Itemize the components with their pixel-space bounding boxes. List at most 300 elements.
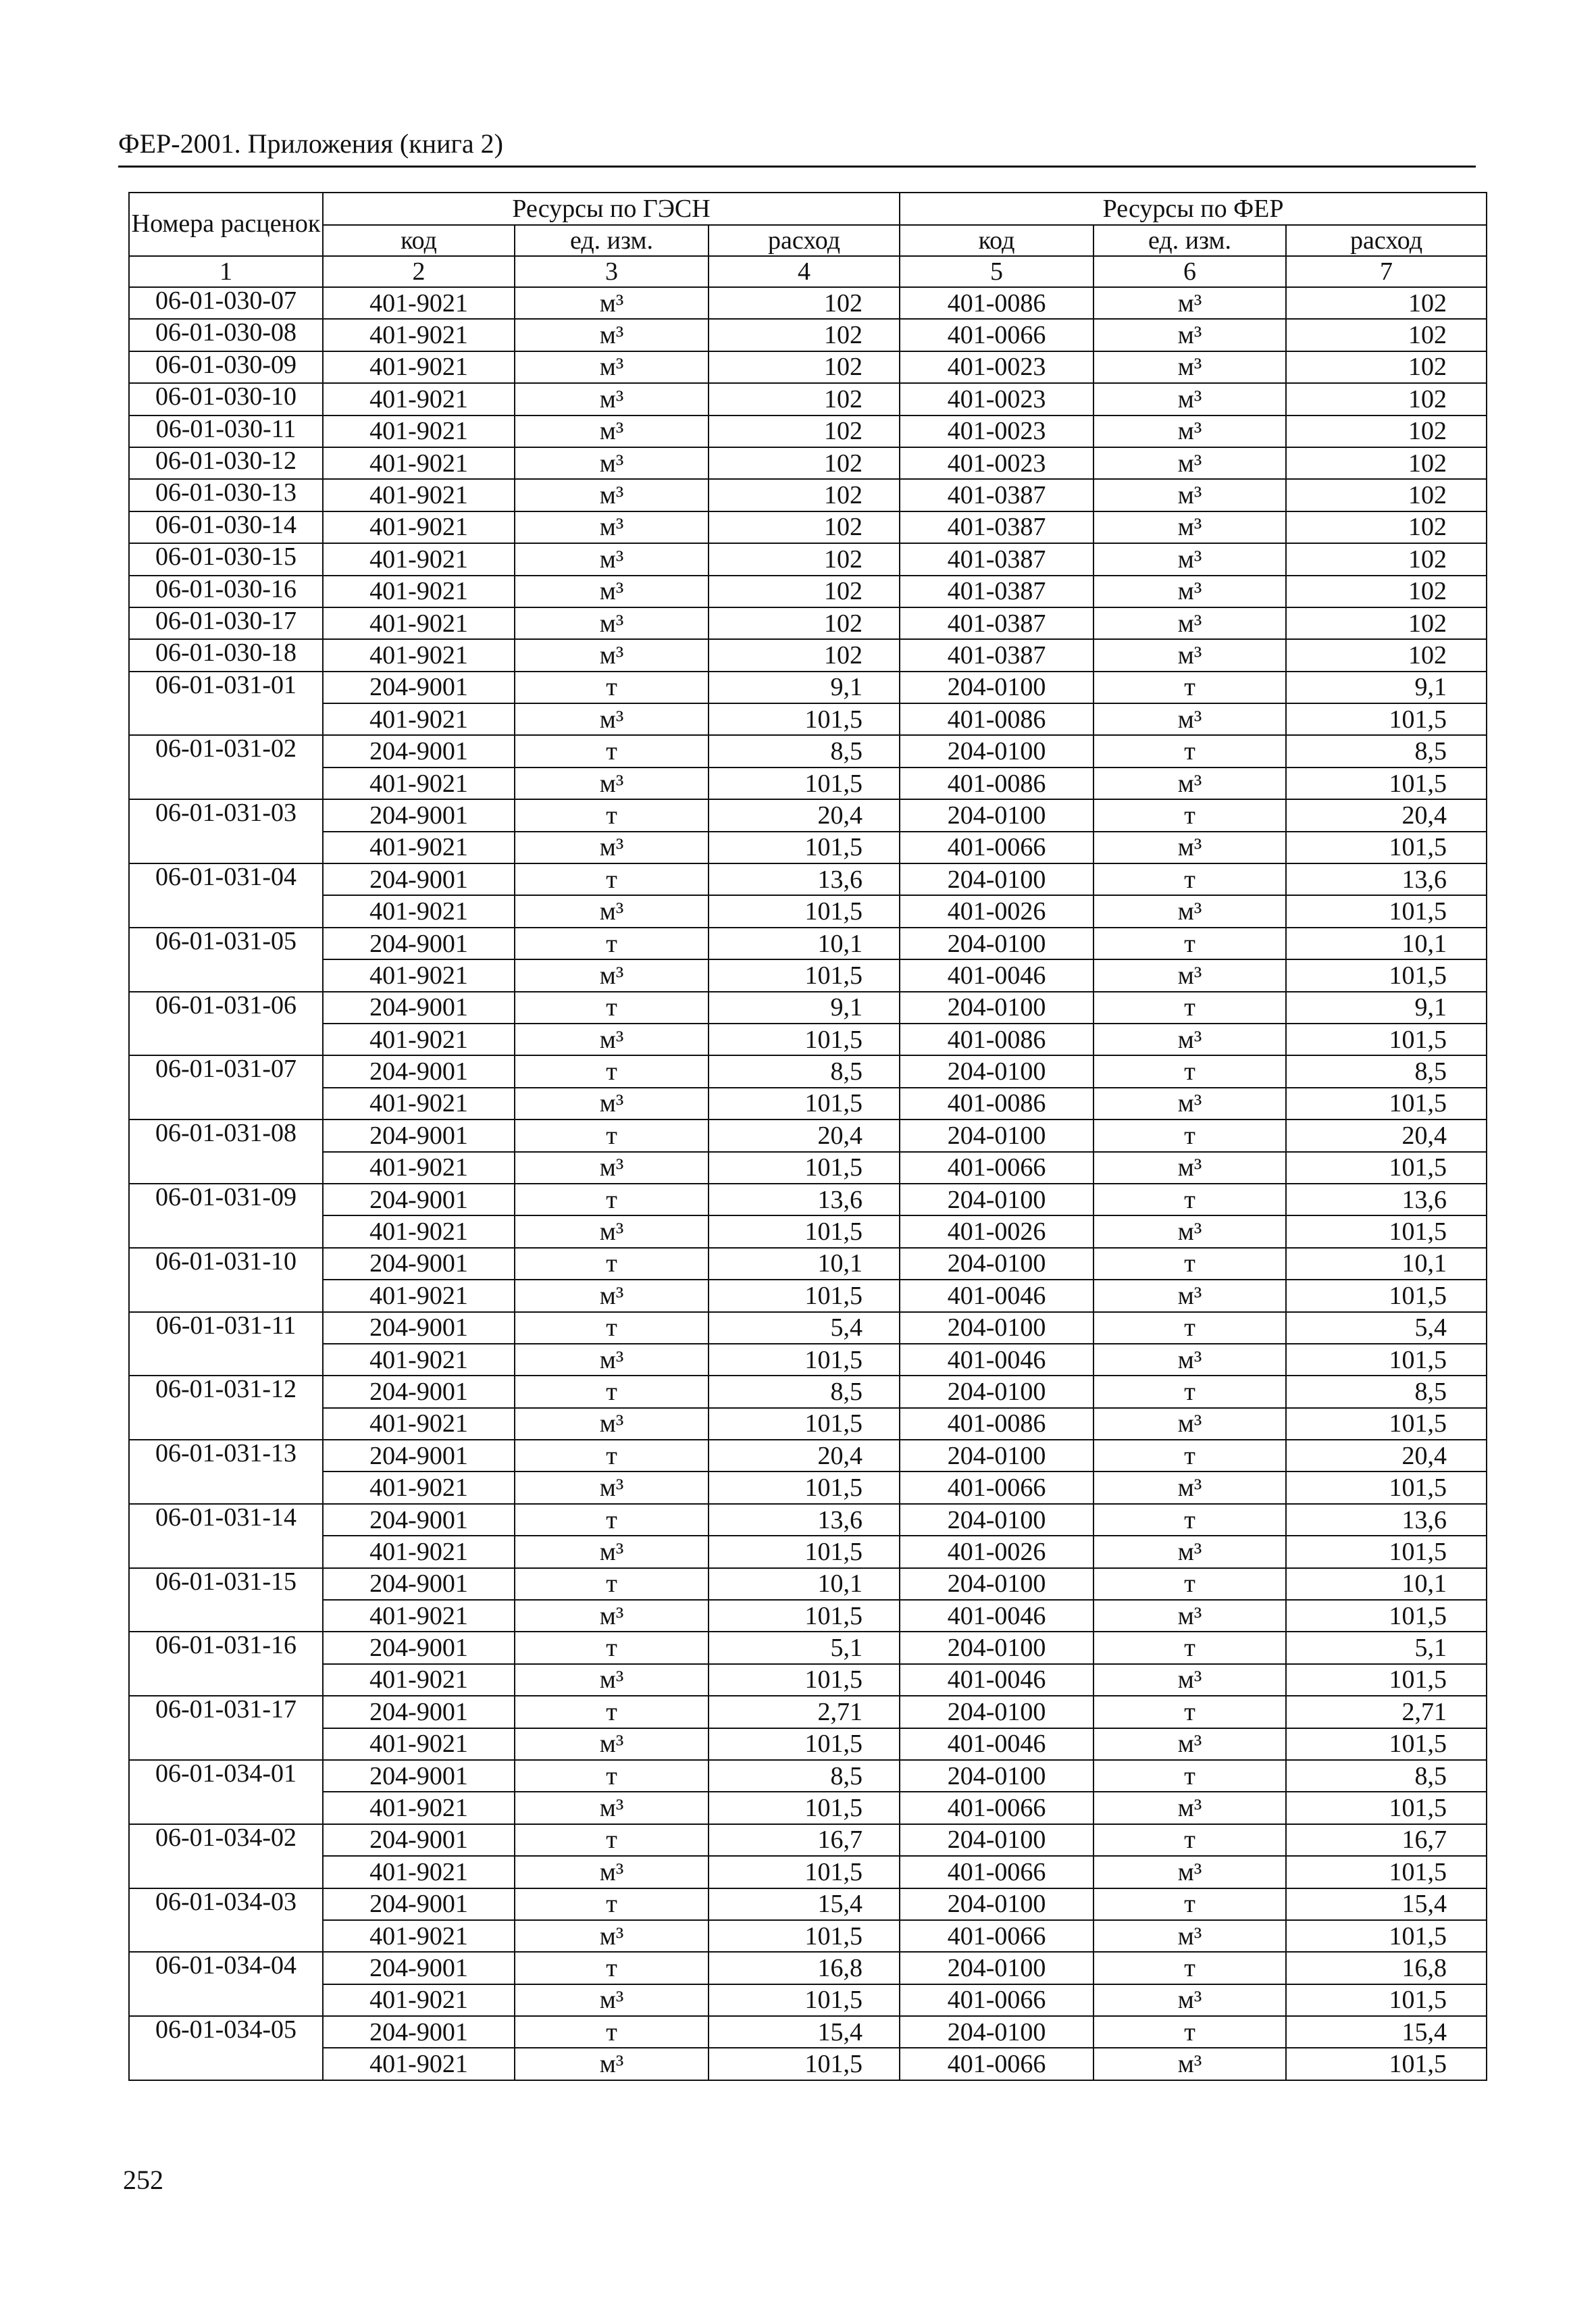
gesn-unit-cell: т [515, 1055, 709, 1087]
table-row [129, 1696, 1487, 1728]
fer-code-cell: 401-0026 [900, 1536, 1093, 1567]
gesn-unit-cell: м³ [515, 607, 709, 639]
gesn-code-cell: 401-9021 [323, 1984, 515, 2016]
gesn-qty-cell: 16,7 [709, 1824, 900, 1856]
gesn-qty-cell: 10,1 [709, 1248, 900, 1280]
fer-code-cell: 204-0100 [900, 1696, 1093, 1728]
fer-code-cell: 401-0066 [900, 1856, 1093, 1888]
table-row [129, 735, 1487, 767]
gesn-unit-cell: м³ [515, 832, 709, 863]
fer-code-cell: 204-0100 [900, 735, 1093, 767]
fer-code-cell: 204-0100 [900, 1312, 1093, 1344]
rate-number-cell: 06-01-031-07 [129, 1055, 323, 1087]
fer-qty-cell: 13,6 [1286, 1504, 1487, 1536]
fer-qty-cell: 15,4 [1286, 1888, 1487, 1920]
gesn-unit-cell: м³ [515, 895, 709, 927]
header-gesn-resources: Ресурсы по ГЭСН [323, 193, 900, 225]
fer-qty-cell: 20,4 [1286, 1440, 1487, 1472]
gesn-unit-cell: м³ [515, 768, 709, 799]
fer-unit-cell: м³ [1093, 895, 1286, 927]
gesn-code-cell: 401-9021 [323, 511, 515, 543]
header-rule [118, 166, 1476, 168]
table-row [129, 1344, 1487, 1376]
fer-qty-cell: 102 [1286, 351, 1487, 383]
fer-unit-cell: м³ [1093, 1408, 1286, 1440]
gesn-qty-cell: 8,5 [709, 1376, 900, 1407]
fer-qty-cell: 101,5 [1286, 1920, 1487, 1952]
column-number: 7 [1286, 256, 1487, 287]
fer-unit-cell: м³ [1093, 1536, 1286, 1567]
fer-unit-cell: т [1093, 1696, 1286, 1728]
fer-qty-cell: 101,5 [1286, 1280, 1487, 1311]
table-row [129, 1440, 1487, 1472]
gesn-qty-cell: 10,1 [709, 1568, 900, 1600]
fer-code-cell: 401-0026 [900, 1215, 1093, 1247]
fer-qty-cell: 101,5 [1286, 1664, 1487, 1696]
gesn-unit-cell: м³ [515, 1920, 709, 1952]
gesn-unit-cell: м³ [515, 543, 709, 575]
rate-number-cell [129, 1792, 323, 1823]
gesn-qty-cell: 101,5 [709, 2048, 900, 2080]
fer-qty-cell: 5,1 [1286, 1632, 1487, 1663]
gesn-unit-cell: т [515, 1760, 709, 1792]
gesn-unit-cell: т [515, 2016, 709, 2048]
table-row [129, 672, 1487, 703]
table-row [129, 576, 1487, 607]
gesn-qty-cell: 102 [709, 351, 900, 383]
fer-code-cell: 401-0086 [900, 1088, 1093, 1120]
gesn-unit-cell: м³ [515, 1536, 709, 1567]
gesn-qty-cell: 102 [709, 511, 900, 543]
gesn-qty-cell: 102 [709, 543, 900, 575]
gesn-qty-cell: 13,6 [709, 1504, 900, 1536]
gesn-unit-cell: т [515, 1824, 709, 1856]
fer-unit-cell: т [1093, 2016, 1286, 2048]
table-row [129, 863, 1487, 895]
fer-code-cell: 204-0100 [900, 1248, 1093, 1280]
gesn-qty-cell: 101,5 [709, 1920, 900, 1952]
fer-qty-cell: 101,5 [1286, 1152, 1487, 1184]
gesn-qty-cell: 20,4 [709, 1440, 900, 1472]
gesn-code-cell: 401-9021 [323, 1024, 515, 1055]
rate-number-cell [129, 1472, 323, 1503]
table-row [129, 543, 1487, 575]
gesn-code-cell: 401-9021 [323, 1600, 515, 1632]
resources-table [128, 192, 1487, 2081]
rate-number-cell: 06-01-030-07 [129, 287, 323, 319]
rate-number-cell: 06-01-030-10 [129, 383, 323, 415]
column-number: 1 [129, 256, 323, 287]
rate-number-cell: 06-01-031-01 [129, 672, 323, 703]
rate-number-cell: 06-01-031-09 [129, 1184, 323, 1215]
gesn-unit-cell: м³ [515, 639, 709, 671]
fer-code-cell: 401-0023 [900, 447, 1093, 479]
fer-qty-cell: 15,4 [1286, 2016, 1487, 2048]
fer-unit-cell: м³ [1093, 1664, 1286, 1696]
rate-number-cell: 06-01-031-11 [129, 1312, 323, 1344]
fer-unit-cell: т [1093, 863, 1286, 895]
fer-unit-cell: м³ [1093, 1920, 1286, 1952]
fer-unit-cell: т [1093, 1312, 1286, 1344]
rate-number-cell [129, 1024, 323, 1055]
fer-code-cell: 401-0086 [900, 1024, 1093, 1055]
gesn-code-cell: 204-9001 [323, 672, 515, 703]
fer-code-cell: 401-0066 [900, 1472, 1093, 1503]
gesn-unit-cell: м³ [515, 1215, 709, 1247]
table-row [129, 1952, 1487, 1984]
gesn-qty-cell: 101,5 [709, 1664, 900, 1696]
header-gesn-unit: ед. изм. [515, 225, 709, 256]
table-row [129, 447, 1487, 479]
fer-qty-cell: 101,5 [1286, 959, 1487, 991]
table-row [129, 895, 1487, 927]
fer-unit-cell: м³ [1093, 1280, 1286, 1311]
fer-code-cell: 401-0066 [900, 2048, 1093, 2080]
fer-qty-cell: 101,5 [1286, 2048, 1487, 2080]
header-fer-resources: Ресурсы по ФЕР [900, 193, 1487, 225]
fer-unit-cell: м³ [1093, 832, 1286, 863]
table-row [129, 1664, 1487, 1696]
fer-qty-cell: 101,5 [1286, 1088, 1487, 1120]
header-rate-numbers: Номера расценок [129, 193, 323, 256]
gesn-qty-cell: 16,8 [709, 1952, 900, 1984]
fer-unit-cell: м³ [1093, 1024, 1286, 1055]
rate-number-cell [129, 1664, 323, 1696]
gesn-qty-cell: 102 [709, 576, 900, 607]
fer-code-cell: 401-0066 [900, 832, 1093, 863]
fer-code-cell: 401-0023 [900, 416, 1093, 447]
gesn-code-cell: 204-9001 [323, 1824, 515, 1856]
gesn-code-cell: 401-9021 [323, 1856, 515, 1888]
gesn-code-cell: 401-9021 [323, 607, 515, 639]
fer-qty-cell: 16,7 [1286, 1824, 1487, 1856]
header-gesn-qty: расход [709, 225, 900, 256]
fer-qty-cell: 101,5 [1286, 1984, 1487, 2016]
gesn-qty-cell: 101,5 [709, 1600, 900, 1632]
gesn-unit-cell: м³ [515, 959, 709, 991]
gesn-unit-cell: м³ [515, 703, 709, 735]
table-row [129, 928, 1487, 959]
gesn-qty-cell: 102 [709, 479, 900, 511]
fer-code-cell: 401-0387 [900, 543, 1093, 575]
table-row [129, 2016, 1487, 2048]
gesn-code-cell: 401-9021 [323, 287, 515, 319]
fer-qty-cell: 10,1 [1286, 1248, 1487, 1280]
fer-qty-cell: 8,5 [1286, 735, 1487, 767]
table-row [129, 1312, 1487, 1344]
gesn-qty-cell: 101,5 [709, 1088, 900, 1120]
fer-qty-cell: 102 [1286, 511, 1487, 543]
fer-unit-cell: м³ [1093, 1088, 1286, 1120]
rate-number-cell [129, 895, 323, 927]
gesn-code-cell: 401-9021 [323, 1215, 515, 1247]
gesn-qty-cell: 101,5 [709, 1856, 900, 1888]
table-row [129, 1024, 1487, 1055]
fer-unit-cell: м³ [1093, 1728, 1286, 1760]
gesn-code-cell: 401-9021 [323, 1088, 515, 1120]
rate-number-cell [129, 1215, 323, 1247]
fer-qty-cell: 102 [1286, 576, 1487, 607]
column-number-row [129, 256, 1487, 287]
table-row [129, 1920, 1487, 1952]
fer-qty-cell: 101,5 [1286, 1600, 1487, 1632]
gesn-qty-cell: 101,5 [709, 1984, 900, 2016]
gesn-unit-cell: м³ [515, 576, 709, 607]
fer-unit-cell: м³ [1093, 287, 1286, 319]
page-number: 252 [123, 2165, 163, 2195]
rate-number-cell: 06-01-030-08 [129, 319, 323, 351]
gesn-code-cell: 401-9021 [323, 416, 515, 447]
fer-qty-cell: 101,5 [1286, 703, 1487, 735]
rate-number-cell [129, 1600, 323, 1632]
rate-number-cell: 06-01-031-02 [129, 735, 323, 767]
rate-number-cell: 06-01-031-04 [129, 863, 323, 895]
rate-number-cell [129, 959, 323, 991]
gesn-qty-cell: 102 [709, 319, 900, 351]
rate-number-cell: 06-01-030-16 [129, 576, 323, 607]
table-row [129, 319, 1487, 351]
fer-qty-cell: 101,5 [1286, 1792, 1487, 1823]
gesn-code-cell: 204-9001 [323, 735, 515, 767]
gesn-code-cell: 204-9001 [323, 799, 515, 831]
table-head [129, 193, 1487, 287]
fer-unit-cell: м³ [1093, 511, 1286, 543]
header-fer-code: код [900, 225, 1093, 256]
gesn-qty-cell: 101,5 [709, 959, 900, 991]
fer-code-cell: 204-0100 [900, 992, 1093, 1024]
table-row [129, 1728, 1487, 1760]
rate-number-cell: 06-01-031-16 [129, 1632, 323, 1663]
rate-number-cell: 06-01-034-01 [129, 1760, 323, 1792]
table-row [129, 2048, 1487, 2080]
gesn-code-cell: 401-9021 [323, 1536, 515, 1567]
gesn-unit-cell: т [515, 1312, 709, 1344]
rate-number-cell: 06-01-030-15 [129, 543, 323, 575]
gesn-qty-cell: 101,5 [709, 1536, 900, 1567]
gesn-unit-cell: м³ [515, 1152, 709, 1184]
rate-number-cell [129, 768, 323, 799]
gesn-qty-cell: 101,5 [709, 832, 900, 863]
fer-unit-cell: т [1093, 1184, 1286, 1215]
gesn-unit-cell: м³ [515, 1280, 709, 1311]
rate-number-cell: 06-01-030-14 [129, 511, 323, 543]
gesn-unit-cell: т [515, 1440, 709, 1472]
gesn-code-cell: 401-9021 [323, 1152, 515, 1184]
header-gesn-code: код [323, 225, 515, 256]
table-row [129, 832, 1487, 863]
fer-unit-cell: т [1093, 672, 1286, 703]
table-row [129, 351, 1487, 383]
fer-unit-cell: м³ [1093, 2048, 1286, 2080]
table-row [129, 1504, 1487, 1536]
fer-unit-cell: м³ [1093, 319, 1286, 351]
gesn-qty-cell: 102 [709, 639, 900, 671]
rate-number-cell [129, 1408, 323, 1440]
fer-code-cell: 401-0066 [900, 1984, 1093, 2016]
fer-code-cell: 204-0100 [900, 799, 1093, 831]
fer-code-cell: 204-0100 [900, 1504, 1093, 1536]
fer-qty-cell: 102 [1286, 447, 1487, 479]
rate-number-cell [129, 2048, 323, 2080]
gesn-qty-cell: 5,4 [709, 1312, 900, 1344]
table-row [129, 768, 1487, 799]
table-row [129, 992, 1487, 1024]
gesn-code-cell: 401-9021 [323, 479, 515, 511]
fer-unit-cell: т [1093, 1760, 1286, 1792]
gesn-unit-cell: м³ [515, 1472, 709, 1503]
gesn-unit-cell: м³ [515, 1984, 709, 2016]
fer-code-cell: 401-0066 [900, 1920, 1093, 1952]
gesn-unit-cell: т [515, 1376, 709, 1407]
fer-qty-cell: 102 [1286, 383, 1487, 415]
fer-qty-cell: 101,5 [1286, 895, 1487, 927]
table-row [129, 1215, 1487, 1247]
fer-code-cell: 204-0100 [900, 1888, 1093, 1920]
fer-code-cell: 204-0100 [900, 2016, 1093, 2048]
table-row [129, 1984, 1487, 2016]
gesn-code-cell: 401-9021 [323, 1408, 515, 1440]
rate-number-cell: 06-01-031-08 [129, 1120, 323, 1151]
fer-qty-cell: 10,1 [1286, 928, 1487, 959]
gesn-qty-cell: 102 [709, 383, 900, 415]
gesn-code-cell: 204-9001 [323, 1055, 515, 1087]
fer-unit-cell: т [1093, 1055, 1286, 1087]
table-row [129, 1568, 1487, 1600]
gesn-code-cell: 204-9001 [323, 1568, 515, 1600]
gesn-qty-cell: 13,6 [709, 1184, 900, 1215]
table-row [129, 479, 1487, 511]
fer-unit-cell: м³ [1093, 1984, 1286, 2016]
fer-code-cell: 204-0100 [900, 928, 1093, 959]
gesn-code-cell: 401-9021 [323, 351, 515, 383]
gesn-qty-cell: 5,1 [709, 1632, 900, 1663]
table-row [129, 1856, 1487, 1888]
gesn-code-cell: 204-9001 [323, 1952, 515, 1984]
fer-code-cell: 204-0100 [900, 1120, 1093, 1151]
gesn-unit-cell: м³ [515, 1408, 709, 1440]
gesn-unit-cell: т [515, 1568, 709, 1600]
rate-number-cell: 06-01-031-13 [129, 1440, 323, 1472]
fer-unit-cell: м³ [1093, 543, 1286, 575]
gesn-qty-cell: 13,6 [709, 863, 900, 895]
gesn-qty-cell: 101,5 [709, 703, 900, 735]
gesn-qty-cell: 101,5 [709, 1215, 900, 1247]
rate-number-cell [129, 1280, 323, 1311]
table-row [129, 1632, 1487, 1663]
gesn-code-cell: 204-9001 [323, 992, 515, 1024]
rate-number-cell: 06-01-034-05 [129, 2016, 323, 2048]
gesn-code-cell: 204-9001 [323, 928, 515, 959]
gesn-unit-cell: т [515, 1248, 709, 1280]
gesn-code-cell: 204-9001 [323, 1888, 515, 1920]
gesn-code-cell: 204-9001 [323, 1120, 515, 1151]
table-row [129, 1600, 1487, 1632]
fer-unit-cell: м³ [1093, 416, 1286, 447]
rate-number-cell: 06-01-030-12 [129, 447, 323, 479]
table-row [129, 1055, 1487, 1087]
gesn-qty-cell: 102 [709, 447, 900, 479]
rate-number-cell [129, 703, 323, 735]
rate-number-cell: 06-01-034-02 [129, 1824, 323, 1856]
gesn-unit-cell: т [515, 863, 709, 895]
fer-code-cell: 204-0100 [900, 672, 1093, 703]
gesn-code-cell: 204-9001 [323, 1248, 515, 1280]
fer-code-cell: 401-0086 [900, 287, 1093, 319]
gesn-qty-cell: 101,5 [709, 1728, 900, 1760]
gesn-qty-cell: 101,5 [709, 1472, 900, 1503]
gesn-qty-cell: 20,4 [709, 1120, 900, 1151]
fer-unit-cell: м³ [1093, 1792, 1286, 1823]
fer-code-cell: 204-0100 [900, 1055, 1093, 1087]
fer-unit-cell: м³ [1093, 959, 1286, 991]
gesn-qty-cell: 101,5 [709, 1280, 900, 1311]
gesn-unit-cell: м³ [515, 1856, 709, 1888]
fer-code-cell: 401-0046 [900, 1344, 1093, 1376]
rate-number-cell: 06-01-031-12 [129, 1376, 323, 1407]
table-row [129, 511, 1487, 543]
gesn-unit-cell: т [515, 1696, 709, 1728]
gesn-qty-cell: 101,5 [709, 768, 900, 799]
gesn-unit-cell: т [515, 1952, 709, 1984]
gesn-qty-cell: 9,1 [709, 672, 900, 703]
gesn-unit-cell: т [515, 992, 709, 1024]
table-row [129, 1888, 1487, 1920]
table-body [129, 287, 1487, 2080]
gesn-unit-cell: м³ [515, 1344, 709, 1376]
fer-unit-cell: т [1093, 1120, 1286, 1151]
gesn-unit-cell: м³ [515, 1088, 709, 1120]
gesn-qty-cell: 101,5 [709, 1344, 900, 1376]
gesn-code-cell: 401-9021 [323, 383, 515, 415]
fer-qty-cell: 10,1 [1286, 1568, 1487, 1600]
fer-unit-cell: т [1093, 1568, 1286, 1600]
table-row [129, 1760, 1487, 1792]
fer-qty-cell: 101,5 [1286, 1215, 1487, 1247]
gesn-code-cell: 401-9021 [323, 1920, 515, 1952]
gesn-code-cell: 401-9021 [323, 447, 515, 479]
fer-unit-cell: т [1093, 1504, 1286, 1536]
fer-qty-cell: 102 [1286, 287, 1487, 319]
fer-unit-cell: м³ [1093, 1472, 1286, 1503]
gesn-qty-cell: 101,5 [709, 1408, 900, 1440]
gesn-code-cell: 401-9021 [323, 639, 515, 671]
gesn-unit-cell: м³ [515, 511, 709, 543]
fer-qty-cell: 102 [1286, 479, 1487, 511]
gesn-unit-cell: т [515, 672, 709, 703]
fer-qty-cell: 102 [1286, 416, 1487, 447]
gesn-code-cell: 204-9001 [323, 1376, 515, 1407]
gesn-qty-cell: 20,4 [709, 799, 900, 831]
table-row [129, 383, 1487, 415]
rate-number-cell: 06-01-030-13 [129, 479, 323, 511]
fer-unit-cell: м³ [1093, 383, 1286, 415]
rate-number-cell: 06-01-031-10 [129, 1248, 323, 1280]
fer-qty-cell: 2,71 [1286, 1696, 1487, 1728]
column-number: 4 [709, 256, 900, 287]
fer-qty-cell: 9,1 [1286, 992, 1487, 1024]
gesn-qty-cell: 101,5 [709, 1152, 900, 1184]
gesn-code-cell: 401-9021 [323, 543, 515, 575]
gesn-code-cell: 401-9021 [323, 832, 515, 863]
rate-number-cell: 06-01-031-05 [129, 928, 323, 959]
rate-number-cell: 06-01-034-04 [129, 1952, 323, 1984]
gesn-unit-cell: т [515, 735, 709, 767]
gesn-qty-cell: 8,5 [709, 1055, 900, 1087]
fer-qty-cell: 102 [1286, 319, 1487, 351]
rate-number-cell: 06-01-031-15 [129, 1568, 323, 1600]
column-number: 3 [515, 256, 709, 287]
fer-qty-cell: 8,5 [1286, 1760, 1487, 1792]
